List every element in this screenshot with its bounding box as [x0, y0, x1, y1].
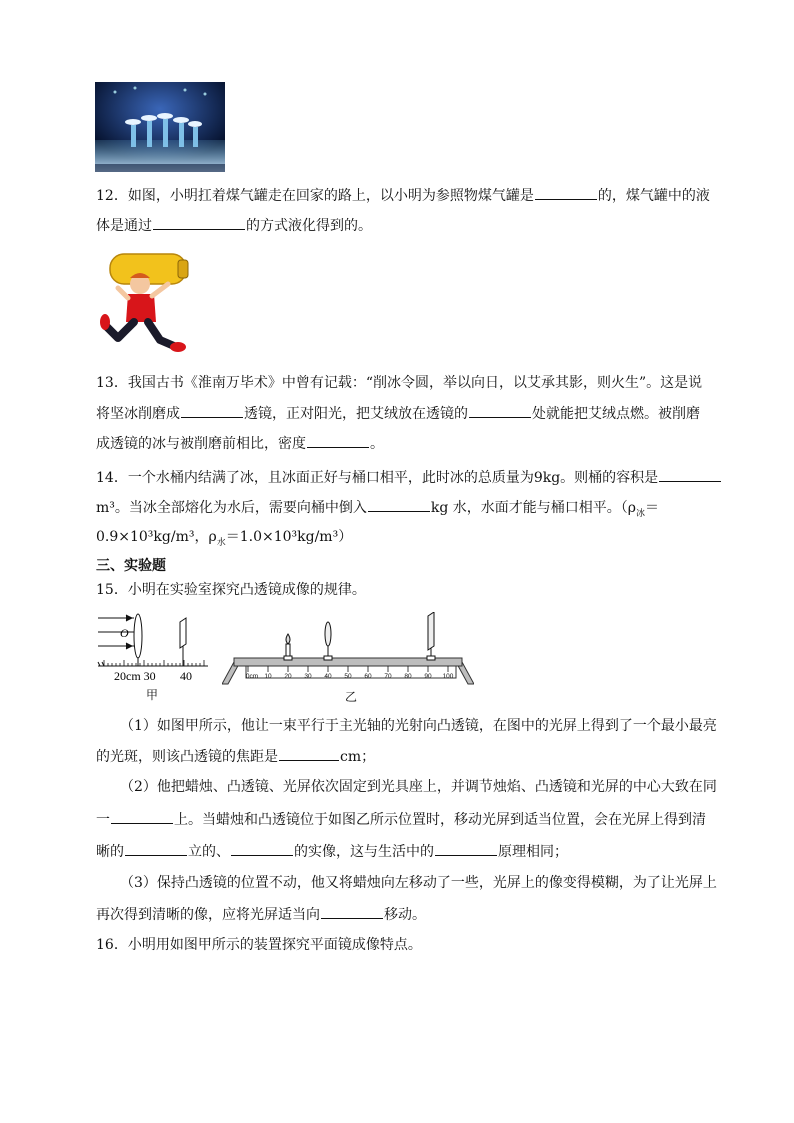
bench-tick-90: 90 [424, 673, 432, 680]
bench-tick-0: 0cm [245, 673, 259, 680]
q12-blank-1[interactable] [535, 185, 597, 200]
q15-blank-2[interactable] [111, 809, 173, 824]
q15-blank-1[interactable] [279, 746, 339, 761]
stage-photo [95, 82, 225, 172]
q15-stem: 15．小明在实验室探究凸透镜成像的规律。 [96, 582, 366, 598]
q15-p2-line-3: 晰的 立的、 的实像，这与生活中的 原理相同； [96, 841, 568, 862]
q12-line-2: 体是通过 的方式液化得到的。 [96, 215, 372, 236]
q15-p1-line-2: 的光斑，则该凸透镜的焦距是 cm； [96, 746, 375, 767]
figure-yi-caption: 乙 [345, 690, 358, 704]
q15-p1-line-1: （1）如图甲所示，他让一束平行于主光轴的光射向凸透镜，在图中的光屏上得到了一个最小最亮 [120, 718, 717, 734]
boy-with-tank-figure [98, 248, 193, 360]
jia-scale-label: 20cm 30 [114, 669, 156, 682]
q12-blank-2[interactable] [153, 215, 245, 230]
bench-tick-10: 10 [264, 673, 272, 680]
q14-line-1: 14．一个水桶内结满了冰，且冰面正好与桶口相平，此时冰的总质量为9kg。则桶的容积是 [96, 467, 722, 488]
q12-line-1: 12．如图，小明扛着煤气罐走在回家的路上，以小明为参照物煤气罐是 的，煤气罐中的液 [96, 185, 710, 206]
q15-blank-4[interactable] [231, 841, 293, 856]
q16-stem: 16．小明用如图甲所示的装置探究平面镜成像特点。 [96, 937, 422, 953]
q13-blank-2[interactable] [469, 403, 531, 418]
q15-p2-line-2: 一 上。当蜡烛和凸透镜位于如图乙所示位置时，移动光屏到适当位置，会在光屏上得到清 [96, 809, 706, 830]
q13-blank-1[interactable] [181, 403, 243, 418]
q13-line-1: 13．我国古书《淮南万毕术》中曾有记载：“削冰令圆，举以向日，以艾承其影，则火生”。这是说 [96, 375, 703, 391]
bench-tick-30: 30 [304, 673, 312, 680]
q13-line-3: 成透镜的冰与被削磨前相比，密度 。 [96, 433, 384, 454]
bench-tick-20: 20 [284, 673, 292, 680]
q14-blank-1[interactable] [659, 467, 721, 482]
q15-p3-line-2: 再次得到清晰的像，应将光屏适当向 移动。 [96, 904, 426, 925]
q13-line-2: 将坚冰削磨成 透镜，正对阳光，把艾绒放在透镜的 处就能把艾绒点燃。被削磨 [96, 403, 700, 424]
bench-tick-60: 60 [364, 673, 372, 680]
q15-blank-5[interactable] [435, 841, 497, 856]
section-title: 三、实验题 [96, 558, 166, 574]
jia-scale-40: 40 [180, 669, 192, 682]
q15-p3-line-1: （3）保持凸透镜的位置不动，他又将蜡烛向左移动了一些，光屏上的像变得模糊，为了让光屏上 [120, 875, 717, 891]
q14-blank-2[interactable] [368, 497, 430, 512]
lens-figure-jia [96, 610, 211, 682]
bench-tick-50: 50 [344, 673, 352, 680]
q14-line-2: m³。当冰全部熔化为水后，需要向桶中倒入 kg 水，水面才能与桶口相平。（$\rho_冰=$ [96, 497, 659, 524]
bench-tick-70: 70 [384, 673, 392, 680]
q15-p2-line-1: （2）他把蜡烛、凸透镜、光屏依次固定到光具座上，并调节烛焰、凸透镜和光屏的中心大致在同 [120, 779, 717, 795]
lens-center-label: O [120, 626, 129, 640]
optical-bench-figure-yi [222, 612, 474, 686]
q15-blank-3[interactable] [125, 841, 187, 856]
bench-tick-100: 100 [442, 673, 454, 680]
q13-blank-3[interactable] [307, 433, 369, 448]
bench-tick-40: 40 [324, 673, 332, 680]
q15-blank-6[interactable] [321, 904, 383, 919]
bench-tick-80: 80 [404, 673, 412, 680]
figure-jia-caption: 甲 [146, 688, 159, 702]
q14-line-3: 0.9×10³kg/m³，$\rho_水=1.0\times 10^3kg/m^3$） [96, 529, 353, 548]
